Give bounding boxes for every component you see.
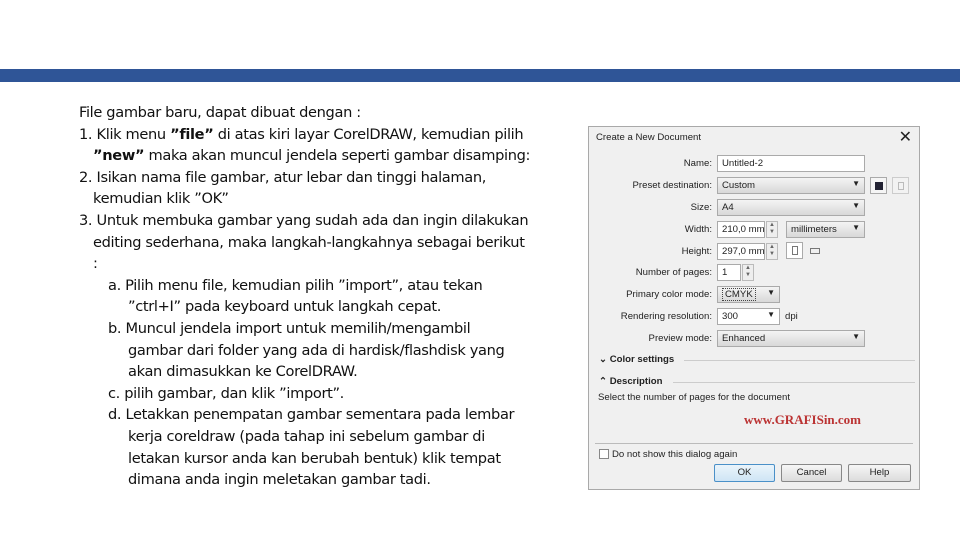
size-label: Size:	[690, 202, 712, 213]
size-select[interactable]	[717, 199, 865, 216]
sub-b-cont2: akan dimasukkan ke CorelDRAW.	[128, 363, 358, 381]
step-2-cont: kemudian klik ”OK”	[93, 190, 229, 208]
help-button[interactable]: Help	[848, 464, 911, 482]
t: ”new”	[93, 147, 145, 165]
width-label: Width:	[684, 224, 712, 235]
sub-b: b. Muncul jendela import untuk memilih/mengambil	[108, 319, 471, 337]
chevron-down-icon: ▼	[767, 288, 775, 297]
preview-label: Preview mode:	[648, 333, 712, 344]
step-3-colon: :	[93, 255, 98, 273]
sub-d-cont2: letakan kursor anda kan berubah bentuk) klik tempat	[128, 449, 501, 467]
landscape-icon[interactable]	[810, 248, 820, 254]
resolution-label: Rendering resolution:	[620, 311, 712, 322]
chevron-double-down-icon: ⌄	[599, 354, 610, 365]
color-mode-label: Primary color mode:	[626, 289, 712, 300]
t: Description	[609, 376, 663, 387]
preset-select[interactable]	[717, 177, 865, 194]
divider	[684, 360, 915, 361]
floppy	[875, 182, 883, 190]
step-1	[79, 124, 549, 146]
height-label: Height:	[681, 246, 712, 257]
resolution-select[interactable]	[717, 308, 780, 325]
chevron-down-icon: ▼	[852, 179, 860, 188]
chevron-down-icon: ▼	[852, 223, 860, 232]
t: Color settings	[609, 354, 675, 365]
sub-b-cont: gambar dari folder yang ada di hardisk/flashdisk yang	[128, 341, 505, 359]
sub-a: a. Pilih menu file, kemudian pilih ”import”, atau tekan	[108, 276, 483, 294]
chevron-double-up-icon: ⌃	[599, 376, 610, 387]
header-bar	[0, 69, 960, 82]
height-spinner[interactable]: ▲ ▼	[766, 243, 778, 260]
portrait-icon[interactable]	[786, 242, 803, 259]
units-select[interactable]	[786, 221, 865, 238]
step-3-cont: editing sederhana, maka langkah-langkahnya sebagai berikut	[93, 233, 525, 251]
color-settings-toggle[interactable]	[599, 354, 674, 365]
step-3: 3. Untuk membuka gambar yang sudah ada dan ingin dilakukan	[79, 211, 529, 229]
cancel-button[interactable]: Cancel	[781, 464, 842, 482]
height-input[interactable]: 297,0 mm	[717, 243, 765, 260]
instructions	[79, 102, 549, 491]
dont-show-label: Do not show this dialog again	[612, 449, 738, 460]
color-mode-select[interactable]	[717, 286, 780, 303]
sub-d: d. Letakkan penempatan gambar sementara pada lembar	[108, 406, 515, 424]
divider	[595, 443, 913, 444]
t: ”file”	[170, 125, 214, 143]
divider	[673, 382, 915, 383]
watermark: www.GRAFISin.com	[744, 412, 862, 427]
step-1-cont	[79, 145, 549, 167]
v: 300	[722, 311, 739, 322]
sub-a-cont: ”ctrl+I” pada keyboard untuk langkah cepat.	[128, 298, 442, 316]
step-2: 2. Isikan nama file gambar, atur lebar dan tinggi halaman,	[79, 168, 487, 186]
preview-select[interactable]	[717, 330, 865, 347]
intro: File gambar baru, dapat dibuat dengan :	[79, 104, 361, 121]
pages-input[interactable]: 1	[717, 264, 741, 281]
v: CMYK	[722, 288, 756, 301]
width-input[interactable]: 210,0 mm	[717, 221, 765, 238]
width-spinner[interactable]: ▲ ▼	[766, 221, 778, 238]
t: maka akan muncul jendela seperti gambar disamping:	[144, 147, 531, 165]
p	[792, 246, 798, 255]
ok-button[interactable]: OK	[714, 464, 775, 482]
v: Enhanced	[722, 333, 766, 344]
dpi-label: dpi	[785, 311, 798, 322]
dont-show-checkbox[interactable]	[599, 449, 609, 459]
sub-c: c. pilih gambar, dan klik ”import”.	[108, 384, 344, 402]
description-text: Select the number of pages for the document	[598, 392, 790, 403]
trash	[898, 182, 904, 190]
new-document-dialog	[588, 126, 920, 490]
close-icon[interactable]: ✕	[898, 129, 912, 146]
delete-icon[interactable]	[892, 177, 909, 194]
pages-label: Number of pages:	[635, 267, 712, 278]
name-label: Name:	[683, 158, 712, 169]
chevron-down-icon: ▼	[852, 201, 860, 210]
sub-d-cont: kerja coreldraw (pada tahap ini sebelum gambar di	[128, 427, 485, 445]
preset-label: Preset destination:	[632, 180, 712, 191]
t: di atas kiri layar CorelDRAW, kemudian pilih	[213, 125, 524, 143]
pages-spinner[interactable]: ▲ ▼	[742, 264, 754, 281]
chevron-down-icon: ▼	[852, 332, 860, 341]
sub-d-cont3: dimana anda ingin meletakan gambar tadi.	[128, 471, 431, 489]
description-toggle[interactable]	[599, 376, 663, 387]
name-input[interactable]: Untitled-2	[717, 155, 865, 172]
v: millimeters	[791, 224, 837, 235]
v: Custom	[722, 180, 756, 191]
chevron-down-icon: ▼	[767, 310, 775, 319]
save-icon[interactable]	[870, 177, 887, 194]
v: A4	[722, 202, 734, 213]
dialog-title: Create a New Document	[596, 132, 702, 143]
t: 1. Klik menu	[79, 125, 171, 143]
